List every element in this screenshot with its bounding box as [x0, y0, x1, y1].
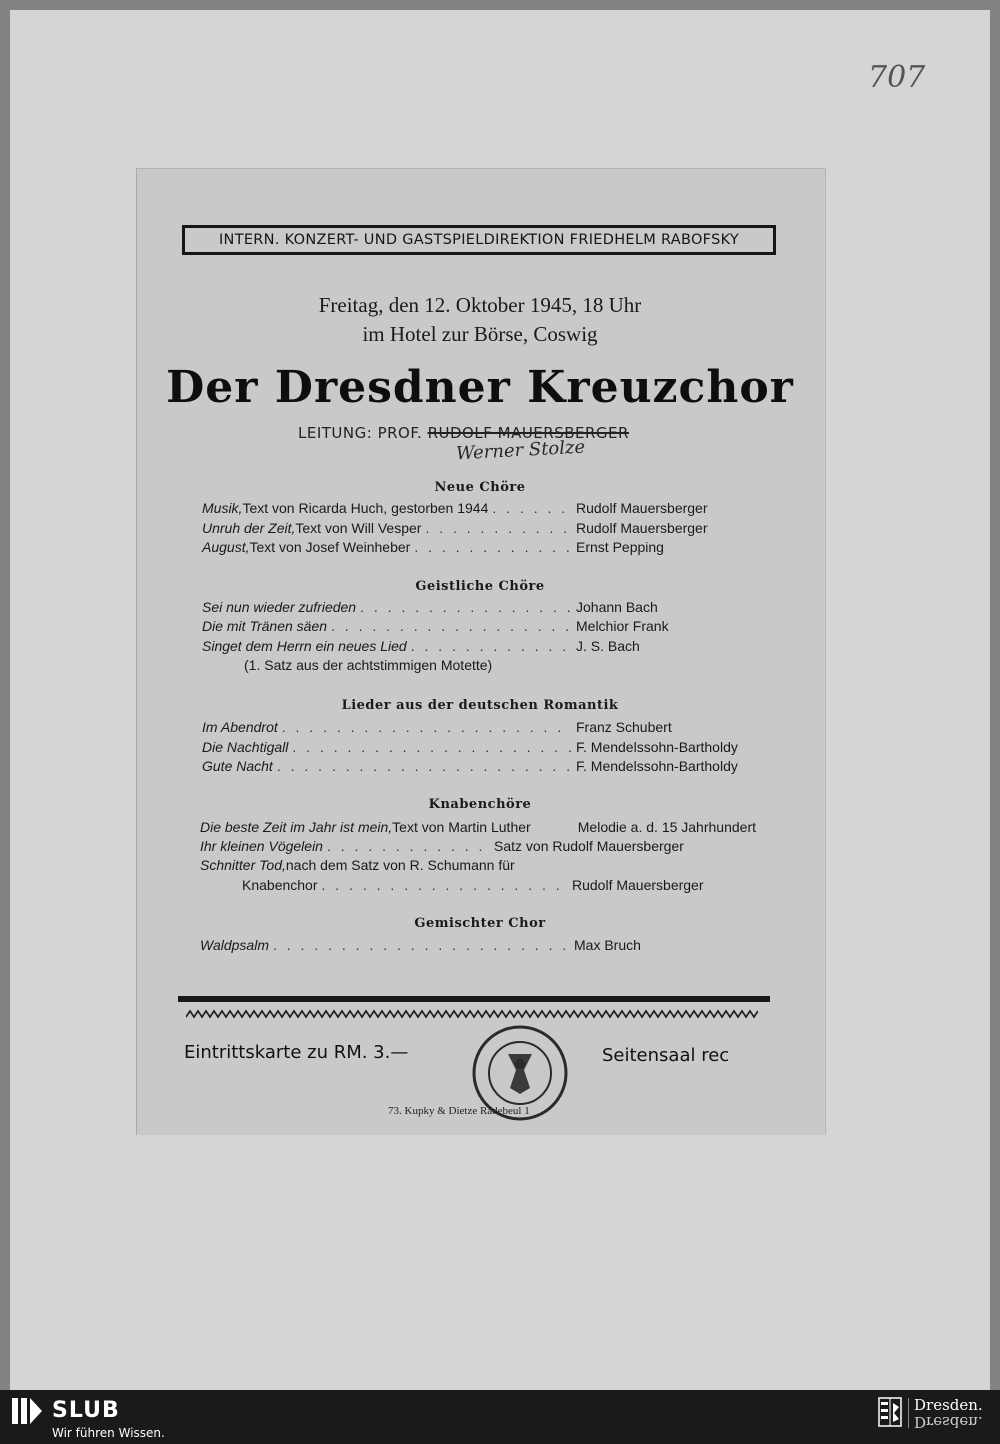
program-item: Schnitter Tod, nach dem Satz von R. Schumann für: [200, 857, 515, 873]
conductor-struck-name: RUDOLF MAUERSBERGER: [427, 424, 629, 442]
footer-divider: [908, 1398, 909, 1428]
slub-tagline: Wir führen Wissen.: [52, 1426, 165, 1440]
leader-dots: [327, 838, 490, 854]
program-item: Ihr kleinen Vögelein . . . Satz von Rudolf Mauersberger: [200, 838, 716, 858]
printer-imprint: 73. Kupky & Dietze Radebeul 1: [388, 1105, 530, 1117]
program-item: Musik, Text von Ricarda Huch, gestorben 1944 . . . Rudolf Mauersberger: [202, 500, 762, 520]
leader-dots: [492, 500, 572, 516]
leader-dots: [414, 539, 572, 555]
program-item: Waldpsalm . . . Max Bruch: [200, 937, 756, 957]
slub-wordmark: SLUB: [52, 1398, 120, 1423]
program-item: Gute Nacht . . . F. Mendelssohn-Bartholdy: [202, 758, 762, 778]
leader-dots: [292, 739, 572, 755]
handwritten-page-number: 707: [868, 60, 926, 95]
leader-dots: [360, 599, 572, 615]
ticket-section: Seitensaal rec: [602, 1045, 730, 1066]
dresden-crest-icon: [878, 1397, 902, 1427]
section-heading: Lieder aus der deutschen Romantik: [341, 698, 619, 713]
conductor-label: LEITUNG: PROF.: [298, 424, 423, 442]
ticket-price: Eintrittskarte zu RM. 3.—: [184, 1042, 409, 1063]
leader-dots: [331, 618, 572, 634]
concert-title: Der Dresdner Kreuzchor: [166, 362, 794, 413]
leader-dots: [322, 877, 568, 893]
decorative-rule: [178, 996, 770, 1002]
dresden-wordmark-mirror: Dresden.: [914, 1413, 983, 1431]
program-item: Die beste Zeit im Jahr ist mein, Text von Martin Luther Melodie a. d. 15 Jahrhundert: [200, 819, 756, 835]
dresden-wordmark: Dresden.: [914, 1396, 983, 1414]
program-item: Unruh der Zeit, Text von Will Vesper . . . Rudolf Mauersberger: [202, 520, 762, 540]
event-venue: im Hotel zur Börse, Coswig: [362, 322, 598, 346]
leader-dots: [277, 758, 572, 774]
agency-header: INTERN. KONZERT- UND GASTSPIELDIREKTION FRIEDHELM RABOFSKY: [182, 225, 776, 255]
leader-dots: [282, 719, 572, 735]
program-item: Die mit Tränen säen . . . Melchior Frank: [202, 618, 762, 638]
section-heading: Knabenchöre: [428, 797, 532, 812]
event-date: Freitag, den 12. Oktober 1945, 18 Uhr: [318, 293, 642, 317]
program-item: Sei nun wieder zufrieden . . . Johann Bach: [202, 599, 762, 619]
program-item: Im Abendrot . . . Franz Schubert: [202, 719, 762, 739]
program-note: (1. Satz aus der achtstimmigen Motette): [244, 657, 493, 673]
slub-logo-icon: [12, 1398, 42, 1424]
program-item: August, Text von Josef Weinheber . . . Ernst Pepping: [202, 539, 762, 559]
leader-dots: [273, 937, 570, 953]
section-heading: Geistliche Chöre: [415, 579, 545, 594]
section-heading: Gemischter Chor: [414, 916, 546, 931]
program-item: Knabenchor . . . Rudolf Mauersberger: [242, 877, 752, 897]
leader-dots: [425, 520, 572, 536]
decorative-wave-border: [186, 1009, 758, 1019]
program-item: Singet dem Herrn ein neues Lied . . . J. S. Bach: [202, 638, 762, 658]
leader-dots: [411, 638, 572, 654]
section-heading: Neue Chöre: [434, 480, 526, 495]
program-item: Die Nachtigall . . . F. Mendelssohn-Bartholdy: [202, 739, 762, 759]
handwritten-conductor-name: Werner Stolze: [455, 436, 586, 465]
